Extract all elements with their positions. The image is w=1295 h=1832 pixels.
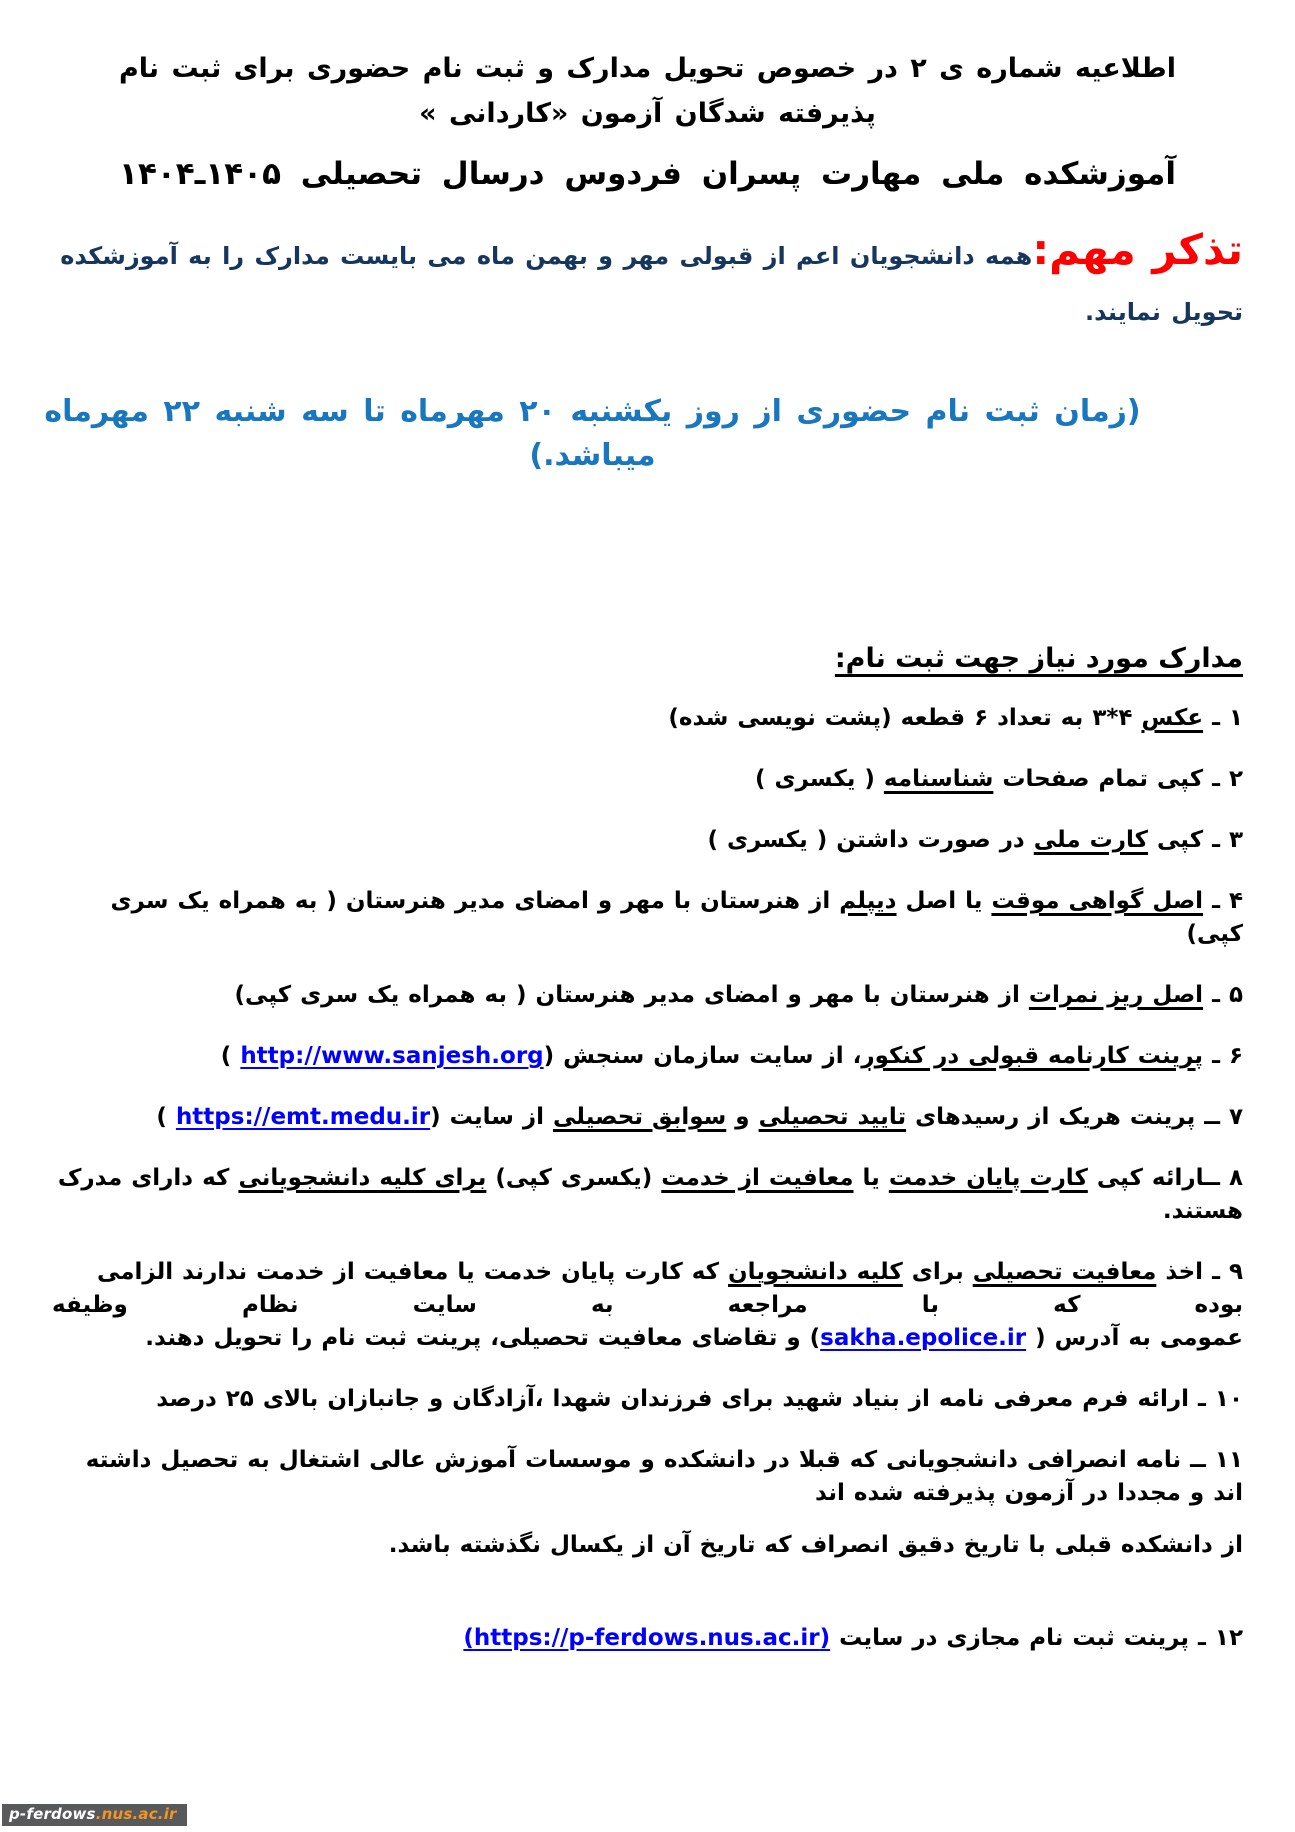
text-segment: ۴*۳ به تعداد ۶ قطعه (پشت نویسی شده) (668, 705, 1142, 731)
site-watermark-badge (2, 1804, 187, 1826)
requirement-item (52, 1256, 1243, 1355)
requirement-item (52, 1622, 1243, 1655)
text-segment: یا (853, 1165, 889, 1191)
text-segment: ۶ ـ (1203, 1043, 1243, 1069)
text-segment: ۵ ـ (1203, 982, 1243, 1008)
text-segment: که کارت پایان خدمت یا معافیت از خدمت ندارند الزامی بوده که با مراجعه به سایت نظام وظیفه (52, 1259, 1243, 1318)
text-segment: معافیت از خدمت (661, 1165, 854, 1191)
requirements-heading: مدارک مورد نیاز جهت ثبت نام: (834, 643, 1243, 674)
requirement-item (52, 1101, 1243, 1134)
text-segment: ) و تقاضای معافیت تحصیلی، پرینت ثبت نام را تحویل دهند. (145, 1325, 821, 1351)
document-title (52, 46, 1243, 136)
requirement-item (52, 763, 1243, 796)
watermark-site-suffix: .nus.ac.ir (95, 1805, 177, 1823)
text-segment: در صورت داشتن ( یکسری ) (707, 827, 1034, 853)
text-segment: تایید تحصیلی (758, 1104, 907, 1130)
text-segment: معافیت تحصیلی (972, 1259, 1157, 1285)
url-link[interactable]: sakha.epolice.ir (820, 1325, 1027, 1351)
text-segment: ۸ ــارائه کپی (1087, 1165, 1243, 1191)
watermark-site-name: p-ferdows (9, 1805, 96, 1823)
text-segment: شناسنامه (883, 766, 994, 792)
text-segment: یا اصل (896, 888, 992, 914)
requirement-line (52, 979, 1243, 1012)
text-segment: اصل گواهی موقت (991, 888, 1204, 914)
text-segment: ( یکسری ) (755, 766, 884, 792)
text-segment: برای (902, 1259, 973, 1285)
text-segment: که دارای مدرک هستند. (57, 1165, 1243, 1224)
url-link[interactable]: https://emt.medu.ir (175, 1104, 431, 1130)
url-link[interactable]: http://www.sanjesh.org (240, 1043, 544, 1069)
text-segment: کلیه دانشجویان (728, 1259, 903, 1285)
text-segment: ) (156, 1104, 176, 1130)
requirement-item (52, 1444, 1243, 1562)
text-segment: ۴ ـ (1203, 888, 1243, 914)
text-segment: و (726, 1104, 759, 1130)
requirement-line (52, 1529, 1243, 1562)
text-segment: ۳ ـ کپی (1148, 827, 1243, 853)
requirement-line (52, 1101, 1243, 1134)
text-segment: ۱۰ ـ ارائه فرم معرفی نامه از بنیاد شهید برای فرزندان شهدا ،آزادگان و جانبازان بالای ۲۵ درصد (156, 1386, 1243, 1412)
text-segment: (یکسری کپی) (486, 1165, 662, 1191)
text-segment: دیپلم (839, 888, 897, 914)
requirement-item (52, 1383, 1243, 1416)
text-segment: پرینت کارنامه قبولی در کنکور (861, 1043, 1204, 1069)
requirement-line (52, 1444, 1243, 1510)
text-segment: ۹ ـ اخذ (1156, 1259, 1243, 1285)
notice-label: تذکر مهم: (1032, 225, 1243, 274)
text-segment: از سایت ( (430, 1104, 554, 1130)
requirement-line (52, 885, 1243, 951)
text-segment: عمومی به آدرس ( (1026, 1325, 1243, 1351)
requirement-item (52, 702, 1243, 735)
text-segment: از هنرستان با مهر و امضای مدیر هنرستان ( به همراه یک سری کپی) (110, 888, 1243, 947)
requirement-item (52, 1162, 1243, 1228)
text-segment: عکس (1141, 705, 1204, 731)
requirement-line (52, 1383, 1243, 1416)
institute-subtitle: آموزشکده ملی مهارت پسران فردوس درسال تحصیلی ۱۴۰۵ـ۱۴۰۴ (119, 156, 1176, 192)
requirement-line (52, 702, 1243, 735)
requirement-item (52, 979, 1243, 1012)
requirement-line (52, 1322, 1243, 1355)
requirement-line (52, 1162, 1243, 1228)
requirement-line (52, 1622, 1243, 1655)
text-segment: برای کلیه دانشجویانی (238, 1165, 487, 1191)
requirement-line (52, 824, 1243, 857)
title-line-2: پذیرفته شدگان آزمون «کاردانی » (419, 98, 876, 129)
url-link[interactable]: (https://p-ferdows.nus.ac.ir) (463, 1625, 831, 1651)
text-segment: کارت ملی (1033, 827, 1149, 853)
requirement-line (52, 1256, 1243, 1322)
text-segment: ۱۲ ـ پرینت ثبت نام مجازی در سایت (830, 1625, 1243, 1651)
requirements-list (52, 702, 1243, 1655)
text-segment: از هنرستان با مهر و امضای مدیر هنرستان ( به همراه یک سری کپی) (234, 982, 1029, 1008)
important-notice (52, 222, 1243, 340)
text-segment: ۱ ـ (1203, 705, 1243, 731)
requirement-item (52, 885, 1243, 951)
requirement-item (52, 1040, 1243, 1073)
text-segment: اصل ریز نمرات (1028, 982, 1204, 1008)
text-segment: ، از سایت سازمان سنجش ( (543, 1043, 862, 1069)
requirement-item (52, 824, 1243, 857)
text-segment: ۲ ـ کپی تمام صفحات (993, 766, 1243, 792)
requirement-line (52, 763, 1243, 796)
registration-schedule: (زمان ثبت نام حضوری از روز یکشنبه ۲۰ مهرماه تا سه شنبه ۲۲ مهرماه میباشد.) (44, 394, 1141, 473)
text-segment: ۷ ــ پرینت هریک از رسیدهای (906, 1104, 1243, 1130)
text-segment: ) (220, 1043, 241, 1069)
text-segment: از دانشکده قبلی با تاریخ دقیق انصراف که تاریخ آن از یکسال نگذشته باشد. (388, 1532, 1243, 1558)
text-segment: کارت پایان خدمت (888, 1165, 1088, 1191)
requirement-line (52, 1040, 1243, 1073)
notice-text: همه دانشجویان اعم از قبولی مهر و بهمن ماه می بایست مدارک را به آموزشکده تحویل نمایند. (60, 242, 1243, 326)
text-segment: سوابق تحصیلی (553, 1104, 727, 1130)
title-line-1: اطلاعیه شماره ی ۲ در خصوص تحویل مدارک و ثبت نام حضوری برای ثبت نام (119, 53, 1176, 84)
text-segment: ۱۱ ــ نامه انصرافی دانشجویانی که قبلا در دانشکده و موسسات آموزش عالی اشتغال به تحصیل داشته اند و مجددا در آزمون پذیرفته شده اند (85, 1447, 1243, 1506)
